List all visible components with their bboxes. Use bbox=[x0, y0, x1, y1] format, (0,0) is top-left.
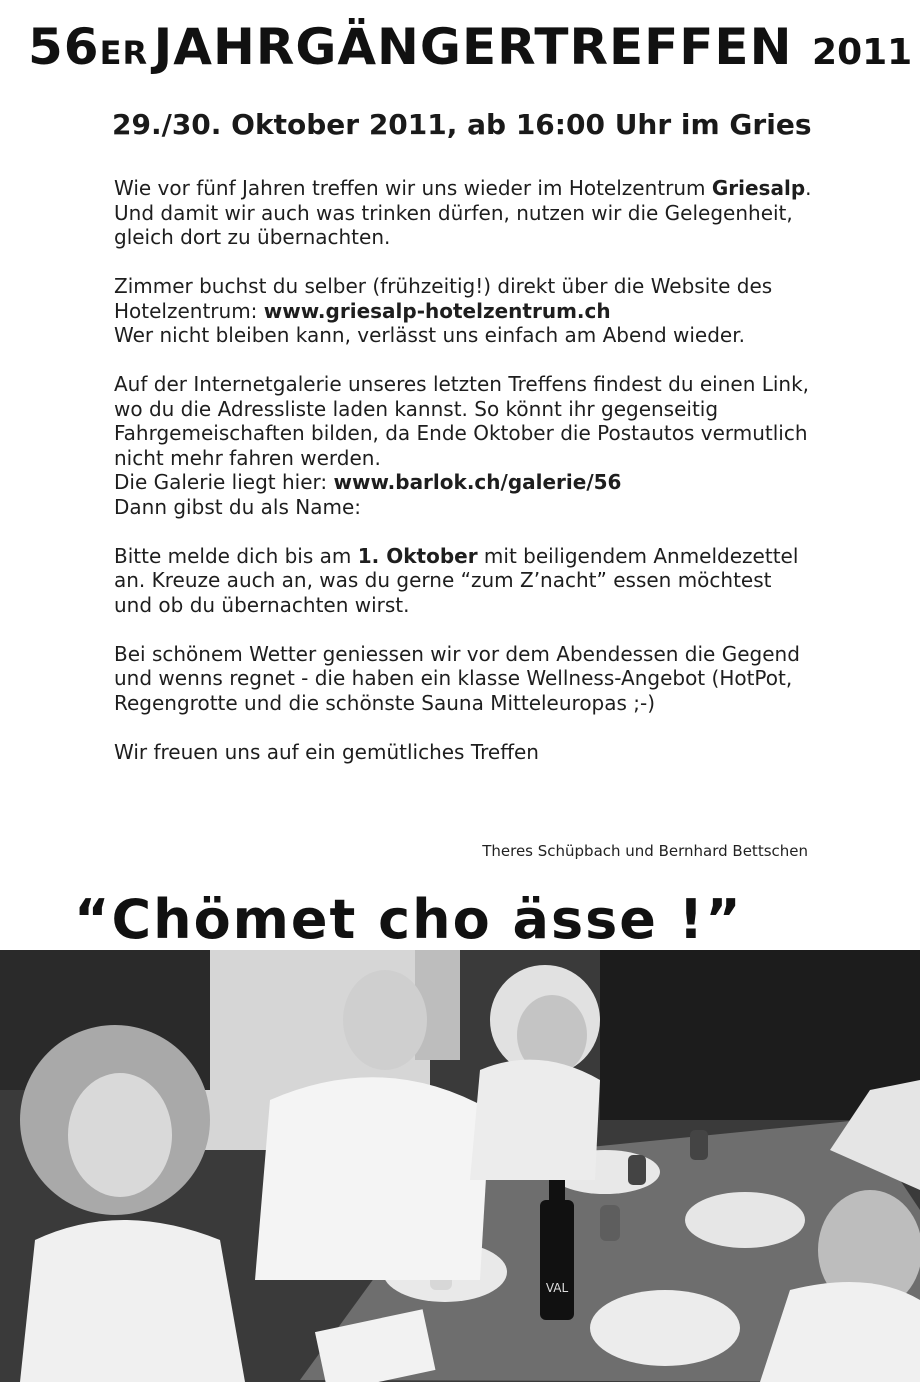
title-suffix: ER bbox=[99, 34, 149, 72]
paragraph-closing: Wir freuen uns auf ein gemütliches Treffen bbox=[114, 739, 539, 764]
title-main: JAHRGÄNGERTREFFEN bbox=[153, 18, 793, 76]
person-blouse bbox=[470, 1060, 600, 1180]
person-white-shirt bbox=[255, 1077, 490, 1280]
title-number: 56 bbox=[28, 18, 100, 76]
deadline-date: 1. Oktober bbox=[357, 543, 478, 568]
text: Wer nicht bleiben kann, verlässt uns einfach am Abend wieder. bbox=[114, 323, 745, 347]
glass bbox=[690, 1130, 708, 1160]
photo-illustration bbox=[0, 950, 920, 1382]
letter-body bbox=[114, 176, 814, 789]
text: Zimmer buchst du selber (frühzeitig!) direkt über die Website des Hotelzentrum: bbox=[114, 274, 773, 323]
plate bbox=[685, 1192, 805, 1248]
text: mit beiligendem Anmeldezettel an. Kreuze auch an, was du gerne “zum Z’nacht” essen möchtest und ob du übernachten wirst. bbox=[114, 543, 799, 617]
text: Die Galerie liegt hier: bbox=[114, 470, 328, 494]
event-date-line: 29./30. Oktober 2011, ab 16:00 Uhr im Gries bbox=[112, 108, 812, 141]
paragraph-wellness: Bei schönem Wetter geniessen wir vor dem Abendessen die Gegend und wenns regnet - die haben ein klasse Wellness-Angebot (HotPot, Regengrotte und die schönste Sauna Mitteleuropas ;-) bbox=[114, 641, 800, 715]
paragraph-booking bbox=[114, 274, 814, 348]
paragraph-registration bbox=[114, 544, 814, 618]
group-dinner-photo bbox=[0, 950, 920, 1382]
paragraph-intro bbox=[114, 176, 814, 250]
text: Auf der Internetgalerie unseres letzten Treffens findest du einen Link, wo du die Adressliste laden kannst. So könnt ihr gegenseitig Fahrgemeischaften bilden, da Ende Oktober die Postautos vermutlich nicht mehr fahren werden. bbox=[114, 372, 810, 470]
hotel-name: Griesalp bbox=[711, 176, 806, 200]
bottle-label: VAL bbox=[545, 1281, 569, 1295]
text: Wie vor fünf Jahren treffen wir uns wieder im Hotelzentrum bbox=[114, 176, 706, 200]
text: . Und damit wir auch was trinken dürfen, nutzen wir die Gelegenheit, gleich dort zu übernachten. bbox=[114, 176, 812, 249]
person-face bbox=[68, 1073, 172, 1197]
plate bbox=[590, 1290, 740, 1366]
gallery-link[interactable]: www.barlok.ch/galerie/56 bbox=[333, 470, 622, 494]
person-face bbox=[343, 970, 427, 1070]
wine-bottle bbox=[540, 1200, 574, 1320]
hotel-website-link[interactable]: www.griesalp-hotelzentrum.ch bbox=[263, 298, 611, 323]
glass bbox=[628, 1155, 646, 1185]
paragraph-gallery bbox=[114, 372, 814, 519]
text: Bitte melde dich bis am bbox=[114, 543, 352, 568]
text: Dann gibst du als Name: bbox=[114, 494, 361, 519]
poster-title bbox=[28, 18, 913, 88]
signature: Theres Schüpbach und Bernhard Bettschen bbox=[482, 842, 808, 860]
slogan-heading: “Chömet cho ässe !” bbox=[74, 888, 743, 951]
glass bbox=[600, 1205, 620, 1241]
title-year: 2011 bbox=[812, 32, 913, 73]
person-striped-blouse bbox=[20, 1220, 245, 1382]
